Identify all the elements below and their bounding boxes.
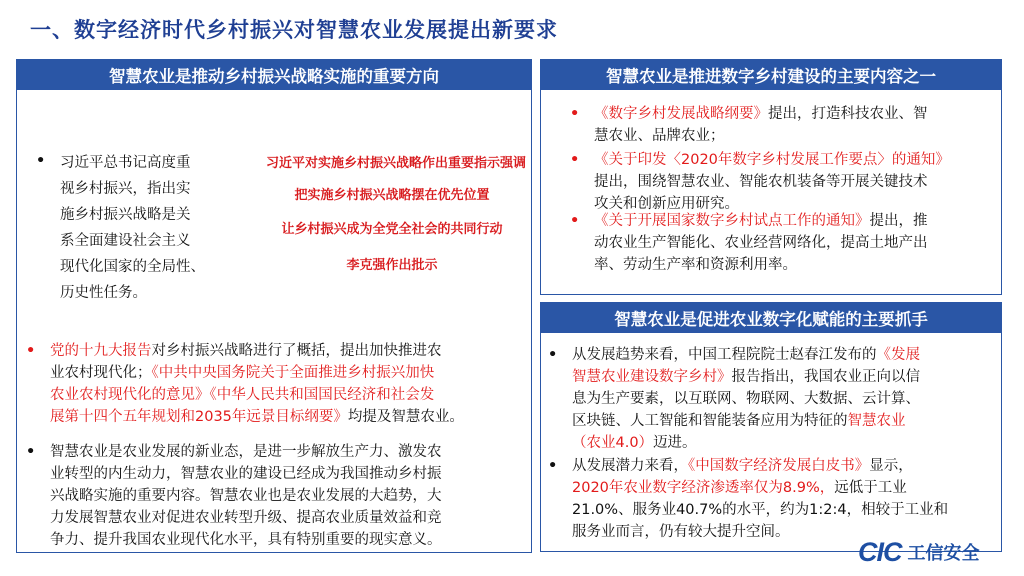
- bullet-dot: •: [548, 347, 558, 363]
- body-text: 动农业生产智能化、农业经营网络化，提高土地产出: [594, 235, 928, 251]
- body-text: 区块链、人工智能和智能装备应用为特征的: [572, 413, 848, 429]
- text-line: [572, 344, 1000, 366]
- logo-mark: CIC: [858, 536, 902, 567]
- text-line: [594, 232, 998, 254]
- bullet-item: [570, 149, 998, 215]
- quote-line: 让乡村振兴成为全党全社会的共同行动: [281, 222, 503, 237]
- quote-line: 李克强作出批示: [346, 258, 438, 273]
- highlight-text: 《中国数字经济发展白皮书》: [688, 458, 870, 474]
- body-text: 迈进。: [653, 435, 697, 451]
- text-line: [594, 103, 998, 125]
- text-line: 现代化国家的全局性、: [60, 259, 205, 275]
- highlight-text: 《关于印发〈2020年数字乡村发展工作要点〉的通知》: [594, 152, 950, 168]
- panel-header: 智慧农业是促进农业数字化赋能的主要抓手: [540, 302, 1002, 333]
- logo-name: 工信安全: [907, 543, 980, 564]
- highlight-text: 《数字乡村发展战略纲要》: [594, 106, 768, 122]
- bullet-dot: •: [26, 343, 36, 359]
- bullet-dot: •: [570, 213, 580, 229]
- text-line: [572, 477, 1000, 499]
- body-text: 21.0%、服务业40.7%的水平，约为1:2:4，相较于工业和: [572, 502, 949, 518]
- text-line: [572, 410, 1000, 432]
- bullet-item: [548, 455, 1000, 543]
- body-text: 提出，打造科技农业、智: [768, 106, 928, 122]
- body-text: 息为生产要素，以互联网、物联网、大数据、云计算、: [572, 391, 920, 407]
- bullet-dot: •: [36, 153, 46, 169]
- body-text: 提出，围绕智慧农业、智能农机装备等开展关键技术: [594, 174, 928, 190]
- text-line: 业转型的内生动力，智慧农业的建设已经成为我国推动乡村振: [50, 466, 442, 482]
- text-line: [50, 362, 530, 384]
- bullet-text: [570, 210, 998, 276]
- body-text: 从发展潜力来看，: [572, 458, 688, 474]
- body-text: 服务业而言，仍有较大提升空间。: [572, 524, 790, 540]
- bullet-xi-statement: [36, 150, 246, 306]
- bullet-text: [26, 340, 530, 428]
- bullet-item: [548, 344, 1000, 454]
- text-line: 力发展智慧农业对促进农业转型升级、提高农业质量效益和竞: [50, 510, 442, 526]
- page-title: 一、数字经济时代乡村振兴对智慧农业发展提出新要求: [30, 18, 558, 42]
- bullet-text: [36, 150, 246, 306]
- bullet-text: [548, 455, 1000, 543]
- text-line: [572, 499, 1000, 521]
- text-line: 施乡村振兴战略是关: [60, 207, 191, 223]
- panel-header: 智慧农业是推进数字乡村建设的主要内容之一: [540, 59, 1002, 90]
- highlight-text: 党的十九大报告: [50, 343, 152, 359]
- body-text: 报告指出，我国农业正向以信: [731, 369, 920, 385]
- quote-line: 把实施乡村振兴战略摆在优先位置: [294, 188, 490, 203]
- text-line: [50, 340, 530, 362]
- quote-line: 习近平对实施乡村振兴战略作出重要指示强调: [266, 156, 527, 171]
- panel-header: 智慧农业是推动乡村振兴战略实施的重要方向: [16, 59, 532, 90]
- text-line: 争力、提升我国农业现代化水平，具有特别重要的现实意义。: [50, 532, 442, 548]
- text-line: [50, 384, 530, 406]
- highlight-text: （农业4.0）: [572, 435, 654, 451]
- body-text: 从发展趋势来看，中国工程院院士赵春江发布的: [572, 347, 877, 363]
- bullet-dot: •: [570, 106, 580, 122]
- bullet-dot: •: [570, 152, 580, 168]
- text-line: [594, 254, 998, 276]
- highlight-text: 《中共中央国务院关于全面推进乡村振兴加快: [151, 365, 435, 381]
- text-line: [594, 210, 998, 232]
- body-text: 攻关和创新应用研究。: [594, 196, 739, 212]
- body-text: 业农村现代化；: [50, 365, 152, 381]
- text-line: 系全面建设社会主义: [60, 233, 191, 249]
- cic-logo: [858, 536, 1018, 568]
- bullet-text: [570, 149, 998, 215]
- highlight-text: 《发展: [876, 347, 920, 363]
- text-line: [594, 171, 998, 193]
- text-line: [572, 455, 1000, 477]
- body-text: 远低于工业: [834, 480, 907, 496]
- highlight-text: 农业农村现代化的意见》《中华人民共和国国民经济和社会发: [50, 387, 435, 403]
- text-line: [572, 388, 1000, 410]
- body-text: 均提及智慧农业。: [347, 409, 464, 425]
- bullet-text: [26, 441, 530, 551]
- bullet-dot: •: [548, 458, 558, 474]
- highlight-text: 2020年农业数字经济渗透率仅为8.9%，: [572, 480, 835, 496]
- bullet-text: [570, 103, 998, 147]
- highlight-text: 《关于开展国家数字乡村试点工作的通知》: [594, 213, 870, 229]
- highlight-text: 智慧农业建设数字乡村》: [572, 369, 732, 385]
- bullet-item: [570, 210, 998, 276]
- bullet-item: [570, 103, 998, 147]
- body-text: 率、劳动生产率和资源利用率。: [594, 257, 797, 273]
- body-text: 提出，推: [869, 213, 928, 229]
- text-line: 历史性任务。: [60, 285, 147, 301]
- text-line: [594, 125, 998, 147]
- text-line: [572, 432, 1000, 454]
- directive-quote-image: [266, 146, 527, 282]
- bullet-smart-agriculture-significance: [26, 441, 530, 551]
- body-text: 慧农业、品牌农业；: [594, 128, 725, 144]
- text-line: [594, 149, 998, 171]
- highlight-text: 智慧农业: [847, 413, 906, 429]
- bullet-dot: •: [26, 444, 36, 460]
- highlight-text: 展第十四个五年规划和2035年远景目标纲要》: [50, 409, 348, 425]
- bullet-text: [548, 344, 1000, 454]
- text-line: [572, 366, 1000, 388]
- text-line: 兴战略实施的重要内容。智慧农业也是农业发展的大趋势，大: [50, 488, 442, 504]
- text-line: 视乡村振兴，指出实: [60, 181, 191, 197]
- bullet-nineteenth-congress: [26, 340, 530, 428]
- text-line: 习近平总书记高度重: [60, 155, 191, 171]
- body-text: 对乡村振兴战略进行了概括，提出加快推进农: [151, 343, 442, 359]
- body-text: 显示，: [869, 458, 913, 474]
- text-line: [50, 406, 530, 428]
- text-line: 智慧农业是农业发展的新业态，是进一步解放生产力、激发农: [50, 444, 442, 460]
